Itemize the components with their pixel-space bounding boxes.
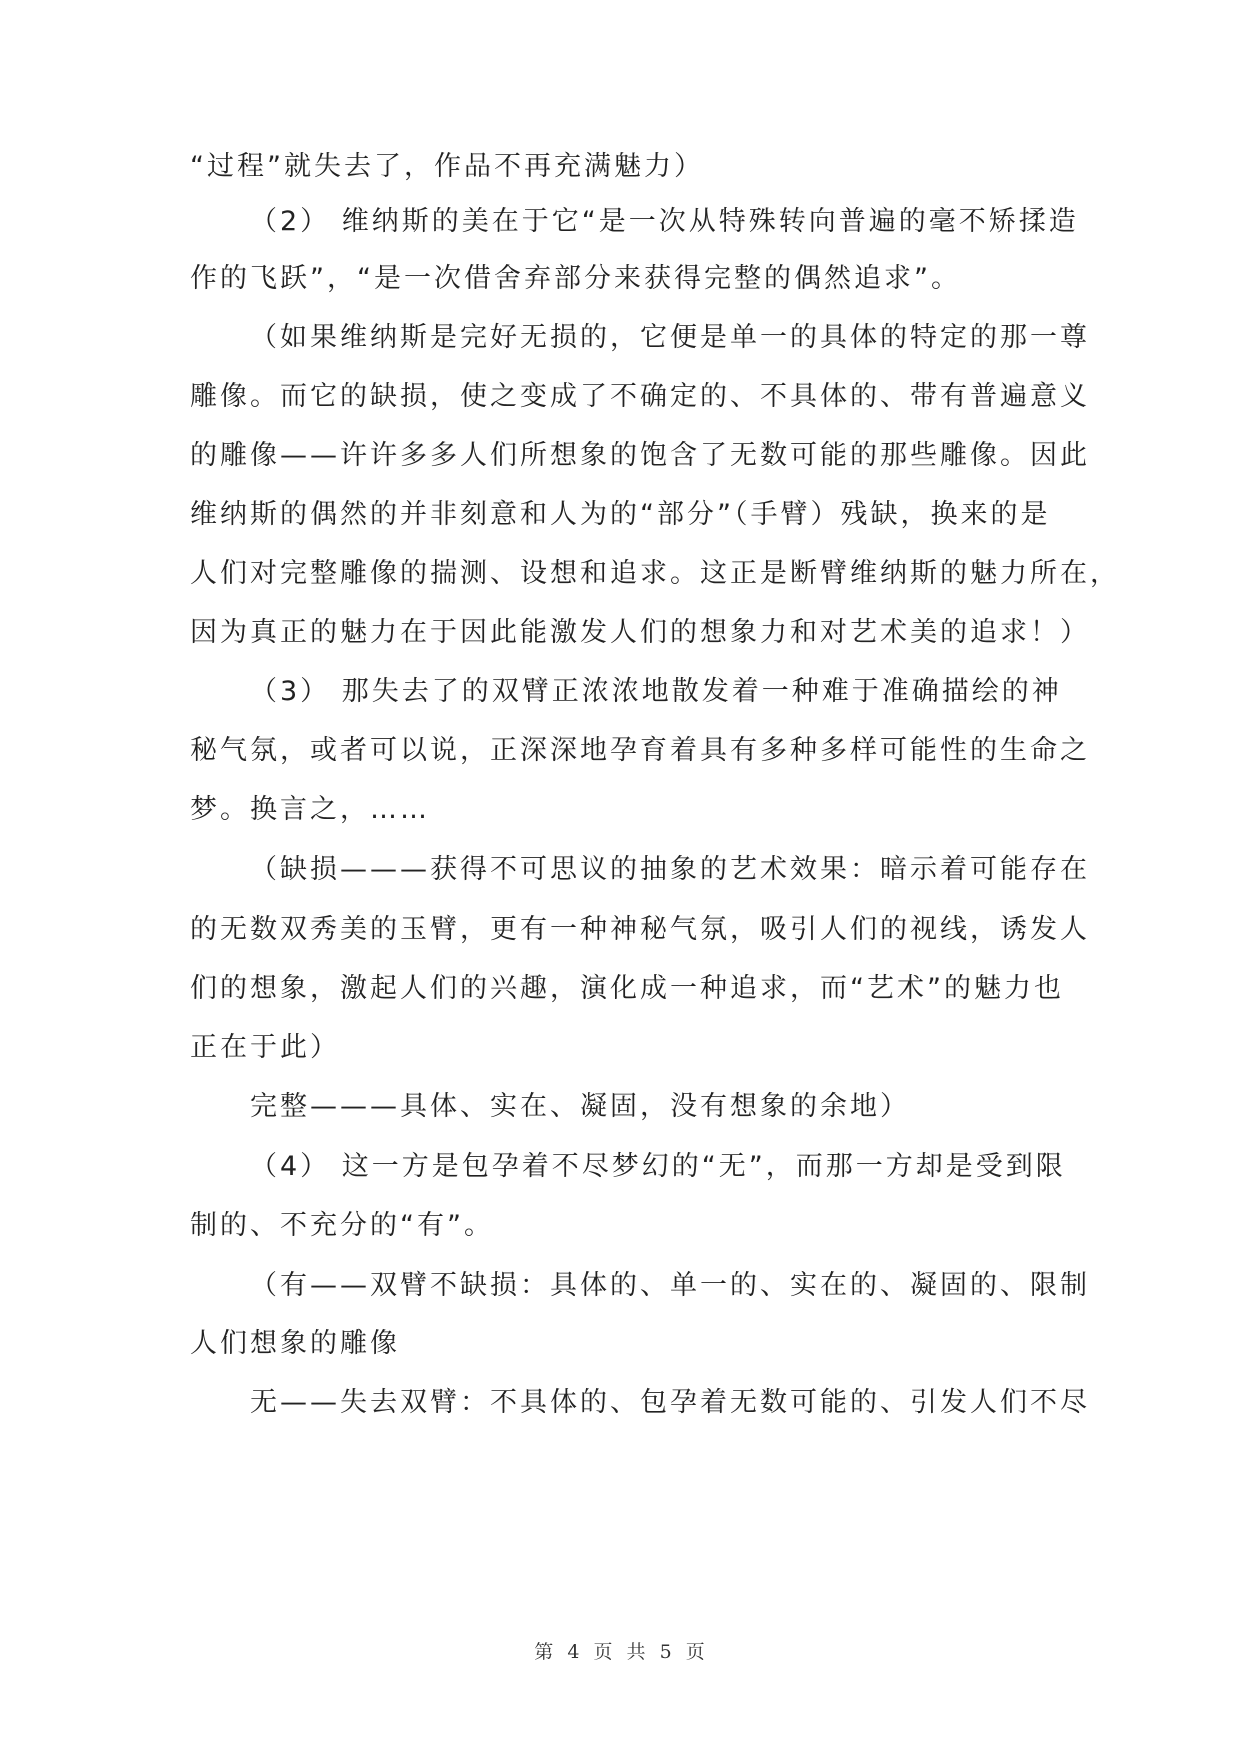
body-line: （有——双臂不缺损：具体的、单一的、实在的、凝固的、限制	[250, 1270, 1090, 1301]
body-line: 因为真正的魅力在于因此能激发人们的想象力和对艺术美的追求！）	[190, 617, 1090, 648]
body-line: 作的飞跃”，“是一次借舍弃部分来获得完整的偶然追求”。	[190, 263, 961, 294]
body-line: 完整———具体、实在、凝固，没有想象的余地）	[250, 1091, 910, 1122]
body-line: 的无数双秀美的玉臂，更有一种神秘气氛，吸引人们的视线，诱发人	[190, 914, 1090, 945]
body-line: 人们对完整雕像的揣测、设想和追求。这正是断臂维纳斯的魅力所在，	[190, 558, 1120, 589]
body-line: 无——失去双臂：不具体的、包孕着无数可能的、引发人们不尽	[250, 1387, 1090, 1418]
body-line: 的雕像——许许多多人们所想象的饱含了无数可能的那些雕像。因此	[190, 440, 1090, 471]
body-line: 正在于此）	[190, 1032, 340, 1063]
body-line: 们的想象，激起人们的兴趣，演化成一种追求，而“艺术”的魅力也	[190, 973, 1064, 1004]
body-line: 梦。换言之，……	[190, 794, 430, 825]
body-line: 秘气氛，或者可以说，正深深地孕育着具有多种多样可能性的生命之	[190, 735, 1090, 766]
footer-suffix: 页	[685, 1641, 707, 1663]
body-line: 制的、不充分的“有”。	[190, 1210, 494, 1241]
footer-total-pages: 5	[659, 1641, 674, 1663]
page-footer	[0, 1640, 1241, 1664]
footer-page-word: 页	[593, 1641, 615, 1663]
body-line: （缺损———获得不可思议的抽象的艺术效果：暗示着可能存在	[250, 854, 1090, 885]
footer-total-word: 共	[626, 1641, 648, 1663]
body-line: 维纳斯的偶然的并非刻意和人为的“部分”（手臂）残缺，换来的是	[190, 499, 1051, 530]
body-line: 雕像。而它的缺损，使之变成了不确定的、不具体的、带有普遍意义	[190, 381, 1090, 412]
body-line: （2） 维纳斯的美在于它“是一次从特殊转向普遍的毫不矫揉造	[250, 206, 1079, 237]
body-line: （3） 那失去了的双臂正浓浓地散发着一种难于准确描绘的神	[250, 676, 1062, 707]
footer-prefix: 第	[534, 1641, 556, 1663]
body-line: （4） 这一方是包孕着不尽梦幻的“无”，而那一方却是受到限	[250, 1151, 1066, 1182]
body-line: 人们想象的雕像	[190, 1328, 400, 1359]
body-line: （如果维纳斯是完好无损的，它便是单一的具体的特定的那一尊	[250, 322, 1090, 353]
footer-current-page: 4	[567, 1641, 582, 1663]
body-line: “过程”就失去了，作品不再充满魅力）	[190, 151, 704, 182]
